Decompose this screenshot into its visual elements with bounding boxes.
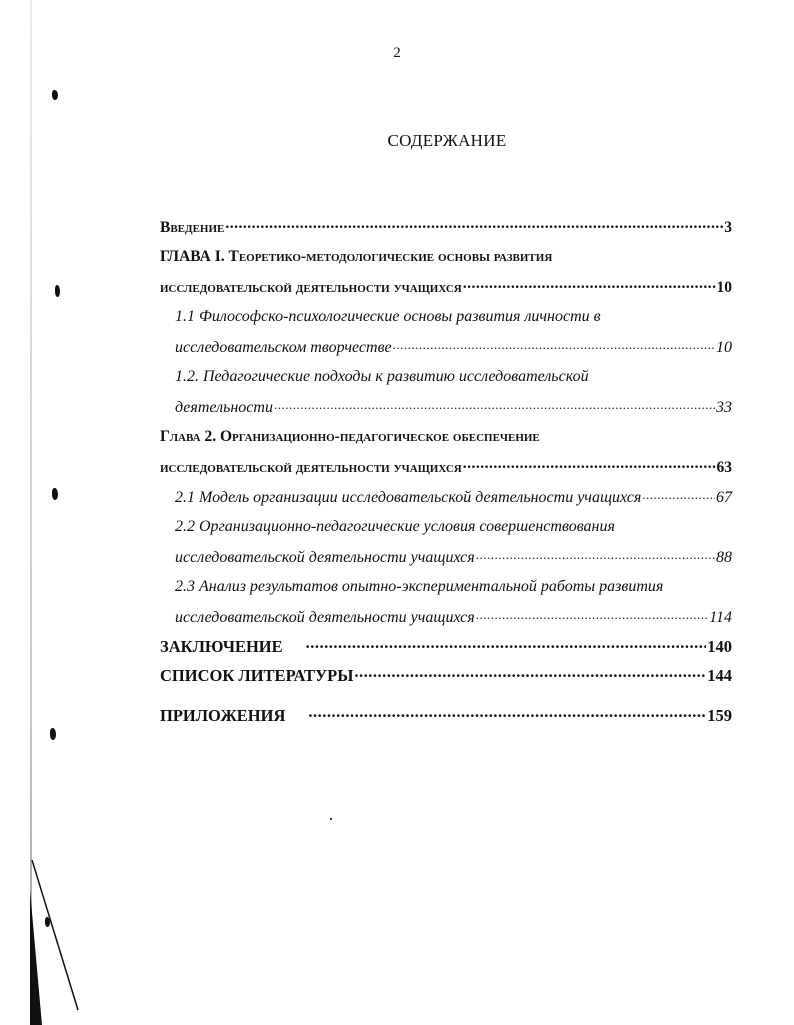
toc-entry-text: 2.3 Анализ результатов опытно-экспериментальной работы развития: [175, 578, 664, 595]
toc-entry-section-2-1[interactable]: [160, 488, 732, 512]
toc-entry-text: 2.2 Организационно-педагогические условия совершенствования: [175, 518, 615, 535]
page-number: 2: [393, 45, 401, 61]
toc-entry-text: исследовательской деятельности учащихся: [160, 459, 462, 476]
toc-entry-chapter-1-cont[interactable]: [160, 278, 732, 302]
scan-speck: [50, 728, 56, 740]
toc-leader-dots: [306, 638, 707, 652]
toc-leader-dots: [225, 218, 723, 232]
toc-leader-dots: [463, 458, 716, 472]
toc-entry-text: Глава 2. Организационно-педагогическое обеспечение: [160, 428, 540, 445]
toc-entry-section-1-2[interactable]: [160, 368, 732, 392]
toc-entry-page: 67: [716, 489, 732, 506]
toc-leader-dots: [354, 667, 706, 681]
toc-entry-page: 114: [709, 609, 732, 626]
toc-entry-section-2-3[interactable]: [160, 578, 732, 602]
toc-entry-text: ЗАКЛЮЧЕНИЕ: [160, 637, 283, 656]
toc-entry-section-1-1-cont[interactable]: [160, 338, 732, 362]
toc-entry-page: 33: [716, 399, 732, 416]
toc-leader-dots: [476, 548, 715, 562]
scan-speck: [55, 285, 60, 297]
toc-entry-appendices[interactable]: [160, 706, 732, 730]
toc-entry-text: 1.1 Философско-психологические основы развития личности в: [175, 308, 601, 325]
scan-speck: [52, 488, 58, 500]
toc-entry-page: 10: [716, 339, 732, 356]
toc-entry-text: 2.1 Модель организации исследовательской деятельности учащихся: [175, 489, 642, 506]
toc-entry-section-2-2[interactable]: [160, 518, 732, 542]
toc-entry-chapter-2-cont[interactable]: [160, 458, 732, 482]
toc-entry-page: 3: [724, 219, 732, 236]
toc-entry-text: исследовательской деятельности учащихся: [160, 279, 462, 296]
toc-entry-page: 144: [707, 666, 732, 685]
toc-entry-section-2-3-cont[interactable]: [160, 608, 732, 632]
toc-leader-dots: [642, 488, 715, 502]
scan-speck: [52, 90, 58, 100]
toc-entry-page: 140: [707, 637, 732, 656]
toc-leader-dots: [274, 398, 715, 412]
toc-entry-text: исследовательском творчестве: [175, 339, 392, 356]
toc-leader-dots: [393, 338, 715, 352]
scan-speck: [45, 917, 50, 927]
toc-entry-page: 159: [707, 706, 732, 725]
toc-entry-text: деятельности: [175, 399, 273, 416]
toc-entry-text: 1.2. Педагогические подходы к развитию исследовательской: [175, 368, 589, 385]
toc-entry-section-1-2-cont[interactable]: [160, 398, 732, 422]
toc-leader-dots: [463, 278, 716, 292]
toc-entry-section-1-1[interactable]: [160, 308, 732, 332]
toc-entry-page: 63: [716, 459, 732, 476]
toc-entry-chapter-1[interactable]: [160, 248, 732, 272]
toc-entry-text: исследовательской деятельности учащихся: [175, 549, 475, 566]
toc-entry-page: 88: [716, 549, 732, 566]
toc-leader-dots: [476, 608, 708, 622]
toc-title: СОДЕРЖАНИЕ: [387, 131, 507, 150]
toc-leader-dots: [308, 707, 706, 721]
toc-entry-section-2-2-cont[interactable]: [160, 548, 732, 572]
toc-entry-conclusion[interactable]: [160, 637, 732, 661]
toc-entry-chapter-2[interactable]: [160, 428, 732, 452]
toc-entry-introduction[interactable]: [160, 218, 732, 242]
toc-entry-bibliography[interactable]: [160, 666, 732, 690]
toc-entry-text: СПИСОК ЛИТЕРАТУРЫ: [160, 666, 354, 685]
toc-entry-text: исследовательской деятельности учащихся: [175, 609, 475, 626]
binding-edge-artifact: [0, 860, 90, 1025]
toc-entry-text: Введение: [160, 219, 225, 236]
scan-speck: [330, 818, 332, 820]
toc-entry-page: 10: [716, 279, 732, 296]
toc-entry-text: ПРИЛОЖЕНИЯ: [160, 706, 286, 725]
toc-entry-text: ГЛАВА I. Теоретико-методологические основы развития: [160, 248, 553, 265]
